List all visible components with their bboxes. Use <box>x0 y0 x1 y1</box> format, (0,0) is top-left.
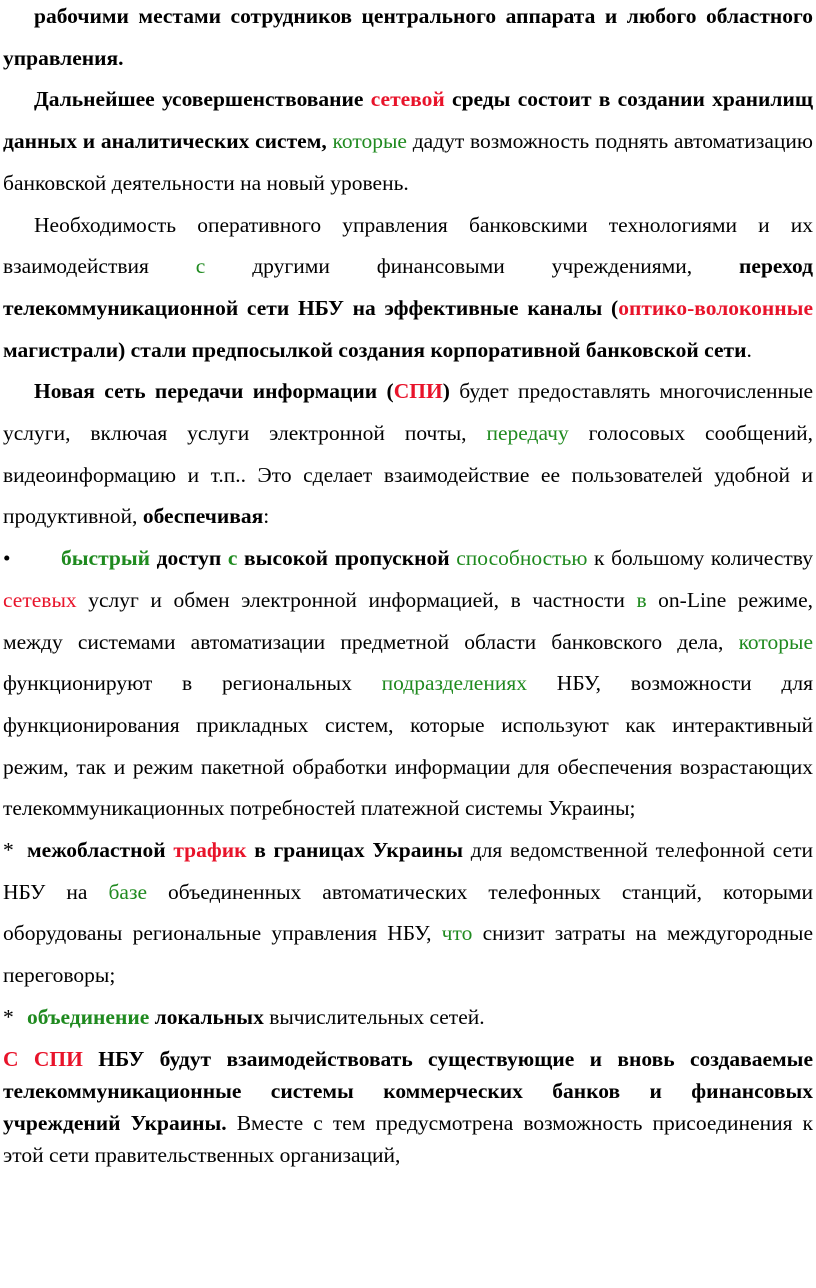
paragraph-continuation <box>3 0 813 79</box>
text-green: с <box>195 254 206 279</box>
text-plain: для ведомственной телефонной сети НБУ на <box>3 838 813 904</box>
text-bold: ) <box>442 379 450 404</box>
paragraph-network-improvement <box>3 79 813 204</box>
asterisk-icon: * <box>3 838 14 863</box>
text-green: что <box>441 921 473 946</box>
text-bold: Новая сеть передачи информации ( <box>34 379 394 404</box>
text-green: базе <box>108 879 147 904</box>
text-bold-green: объединение <box>27 1004 150 1029</box>
text-plain: к большому количеству <box>587 546 813 571</box>
text-bold: Дальнейшее усовершенствование <box>34 87 371 112</box>
text-bold-red: С <box>3 1046 19 1071</box>
text-green: способностью <box>456 546 588 571</box>
text-bold-red: сетевой <box>370 87 445 112</box>
text-plain: услуг и обмен электронной информацией, в частности <box>76 587 637 612</box>
text-bold: доступ <box>150 546 228 571</box>
text-space <box>19 1047 34 1071</box>
text-bold: переход телекоммуникационной сети НБУ на эффективные каналы ( <box>3 254 813 320</box>
list-item-local-networks <box>3 997 813 1039</box>
text-bold-red: трафик <box>173 838 247 863</box>
asterisk-icon: * <box>3 1004 14 1029</box>
text-plain: будет предоставлять многочисленные услуги, включая услуги электронной почты, <box>3 379 813 446</box>
text-plain: объединенных автоматических телефонных станций, которыми оборудованы региональные управления НБУ, <box>3 879 813 946</box>
paragraph-corporate-network <box>3 205 813 372</box>
text-plain: НБУ, возможности для функционирования прикладных систем, которые используют как интерактивный режим, так и режим пакетной обработки информации для обеспечения возрастающих телекоммуникационных потребностей платежной системы Украины; <box>3 671 813 821</box>
text-bold-red: оптико-волоконные <box>618 295 813 320</box>
text-green: которые <box>332 129 407 154</box>
text-plain: Необходимость оперативного управления банковскими технологиями и их взаимодействия <box>3 212 813 279</box>
text-plain: другими финансовыми учреждениями, <box>205 254 740 279</box>
paragraph-new-network <box>3 371 813 538</box>
text-bold: рабочими местами сотрудников центрального аппарата и любого областного управления. <box>3 4 813 70</box>
text-green: подразделениях <box>381 671 528 696</box>
text-bold: магистрали) стали предпосылкой создания корпоративной банковской сети <box>3 337 747 362</box>
text-bold: в границах Украины <box>246 838 464 863</box>
bullet-icon: • <box>3 546 11 571</box>
text-bold: локальных <box>149 1004 264 1029</box>
list-item-interregional-traffic <box>3 830 813 997</box>
text-bold: обеспечивая <box>142 504 264 529</box>
text-bold: межобластной <box>27 838 166 863</box>
text-plain: дадут возможность поднять автоматизацию банковской деятельности на новый уровень. <box>3 129 813 195</box>
text-plain: . <box>746 337 752 362</box>
text-bold: высокой пропускной <box>237 546 450 571</box>
text-plain: on-Line режиме, между системами автоматизации предметной области банковского дела, <box>3 587 813 654</box>
text-bold-green: быстрый <box>61 546 151 571</box>
text-plain: Вместе с тем предусмотрена возможность присоединения к этой сети правительственных организаций, <box>3 1110 814 1167</box>
text-bold: среды состоит в создании хранилищ данных и аналитических систем, <box>3 87 814 154</box>
text-bold-green: с <box>227 546 238 571</box>
list-item-fast-access <box>3 538 813 830</box>
text-plain: снизит затраты на междугородные переговоры; <box>3 921 813 988</box>
text-plain: : <box>263 504 270 529</box>
text-plain: функционируют в региональных <box>3 671 382 696</box>
text-green: в <box>636 587 647 612</box>
text-bold: НБУ будут взаимодействовать существующие и вновь создаваемые телекоммуникационные системы коммерческих банков и финансовых учреждений Украины. <box>3 1046 814 1135</box>
paragraph-interaction <box>3 1043 813 1171</box>
text-green: которые <box>738 629 813 654</box>
text-plain: вычислительных сетей. <box>263 1004 485 1029</box>
text-bold-red: СПИ <box>393 379 443 404</box>
text-green: передачу <box>486 421 569 446</box>
text-bold-red: СПИ <box>33 1046 83 1071</box>
text-plain: голосовых сообщений, видеоинформацию и т.п.. Это сделает взаимодействие ее пользователей удобной и продуктивной, <box>3 421 813 529</box>
text-red: сетевых <box>3 587 77 612</box>
